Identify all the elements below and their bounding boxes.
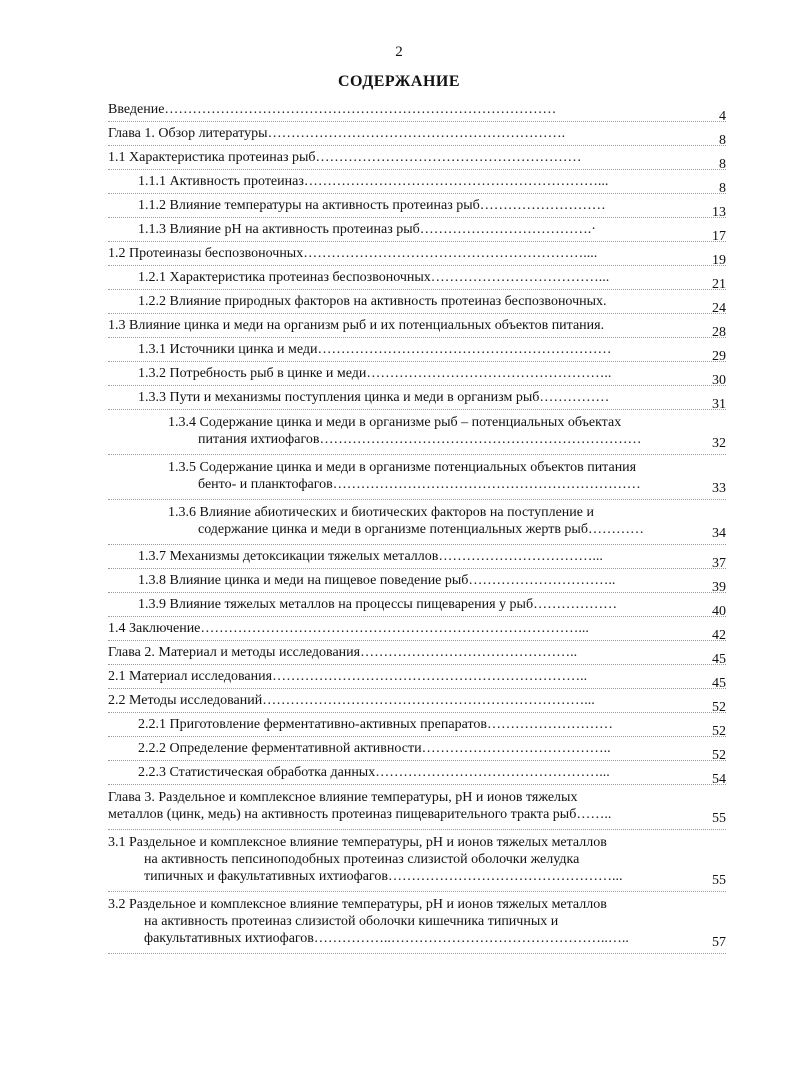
toc-entry-text: 2.2.3 Статистическая обработка данных…………………………………………... [138,765,610,780]
toc-entry-text [108,892,690,953]
toc-entry[interactable] [108,290,726,314]
toc-entry-page: 55 [712,873,726,888]
toc-entry-text: 1.2.1 Характеристика протеиназ беспозвоночных………………………………... [138,270,610,285]
toc-entry-page: 52 [712,724,726,739]
toc-entry[interactable] [108,500,726,545]
toc-entry-line: питания ихтиофагов…………………………………………………………… [198,432,642,447]
toc-entry-text: Введение………………………………………………………………………… [108,102,557,117]
toc-entry[interactable] [108,593,726,617]
toc-entry-text: 1.3 Влияние цинка и меди на организм рыб и их потенциальных объектов питания. [108,318,605,333]
toc-entry-text [168,410,716,454]
toc-entry-line: 3.2 Раздельное и комплексное влияние температуры, pH и ионов тяжелых металлов [108,897,607,912]
table-of-contents [108,98,726,954]
toc-entry-line: 3.1 Раздельное и комплексное влияние температуры, pH и ионов тяжелых металлов [108,835,607,850]
toc-entry[interactable] [108,266,726,290]
toc-entry[interactable] [108,455,726,500]
toc-entry[interactable] [108,785,726,830]
toc-entry-page: 55 [712,811,726,826]
toc-entry[interactable] [108,689,726,713]
toc-entry[interactable] [108,665,726,689]
toc-entry-line: 1.3.5 Содержание цинка и меди в организме потенциальных объектов питания [168,460,637,475]
toc-entry[interactable] [108,713,726,737]
toc-entry-text: 1.1.1 Активность протеиназ………………………………………………………... [138,174,609,189]
toc-entry-text: 1.1.2 Влияние температуры на активность протеиназ рыб……………………… [138,198,606,213]
toc-entry-text: 2.2.1 Приготовление ферментативно-активных препаратов……………………… [138,717,613,732]
toc-entry-text [168,455,716,499]
toc-entry-page: 8 [719,133,726,148]
page-number: 2 [395,44,403,60]
toc-entry[interactable] [108,146,726,170]
toc-entry-page: 39 [712,580,726,595]
toc-entry-page: 17 [712,229,726,244]
toc-entry-text: 1.2 Протеиназы беспозвоночных…………………………………………………….... [108,246,598,261]
toc-entry-text: Глава 1. Обзор литературы………………………………………………………. [108,126,566,141]
toc-entry-text: 2.2 Методы исследований……………………………………………………………... [108,693,595,708]
toc-entry[interactable] [108,170,726,194]
toc-entry-line: 1.3.6 Влияние абиотических и биотических факторов на поступление и [168,505,594,520]
toc-entry-page: 37 [712,556,726,571]
toc-entry-page: 42 [712,628,726,643]
toc-entry[interactable] [108,569,726,593]
toc-entry-text: 1.1.3 Влияние pH на активность протеиназ рыб……………………………….· [138,222,596,237]
toc-entry[interactable] [108,737,726,761]
toc-entry-page: 45 [712,652,726,667]
toc-entry-line: 1.3.4 Содержание цинка и меди в организме рыб – потенциальных объектах [168,415,622,430]
toc-entry-line: на активность пепсиноподобных протеиназ слизистой оболочки желудка [144,852,580,867]
toc-entry-text: 2.1 Материал исследования………………………………………………………….. [108,669,588,684]
toc-entry[interactable] [108,892,726,954]
toc-entry-line: на активность протеиназ слизистой оболочки кишечника типичных и [144,914,559,929]
toc-entry[interactable] [108,617,726,641]
toc-entry-page: 45 [712,676,726,691]
toc-entry-page: 31 [712,397,726,412]
toc-entry-page: 4 [719,109,726,124]
toc-entry[interactable] [108,338,726,362]
toc-entry-line: факультативных ихтиофагов……………..………………………………………..….. [144,931,629,946]
toc-entry-page: 33 [712,481,726,496]
toc-entry-page: 8 [719,181,726,196]
toc-entry[interactable] [108,410,726,455]
toc-entry-text: 1.3.1 Источники цинка и меди……………………………………………………… [138,342,612,357]
toc-entry-text: Глава 2. Материал и методы исследования……………………………………….. [108,645,578,660]
toc-entry-page: 28 [712,325,726,340]
toc-entry[interactable] [108,761,726,785]
toc-entry[interactable] [108,314,726,338]
toc-entry[interactable] [108,362,726,386]
toc-entry-page: 52 [712,700,726,715]
toc-entry-text: 1.4 Заключение………………………………………………………………………... [108,621,589,636]
toc-entry-page: 13 [712,205,726,220]
toc-entry-page: 8 [719,157,726,172]
toc-entry[interactable] [108,122,726,146]
toc-entry[interactable] [108,386,726,410]
toc-entry[interactable] [108,194,726,218]
toc-entry-text: 2.2.2 Определение ферментативной активности………………………………….. [138,741,611,756]
page-title: СОДЕРЖАНИЕ [337,73,461,90]
toc-entry-text: 1.3.9 Влияние тяжелых металлов на процессы пищеварения у рыб……………… [138,597,618,612]
toc-entry[interactable] [108,218,726,242]
toc-entry-page: 19 [712,253,726,268]
toc-entry-line: типичных и факультативных ихтиофагов…………………………………………... [144,869,623,884]
toc-entry-page: 52 [712,748,726,763]
toc-entry[interactable] [108,830,726,892]
toc-entry-page: 29 [712,349,726,364]
toc-entry-line: металлов (цинк, медь) на активность протеиназ пищеварительного тракта рыб…….. [108,807,612,822]
toc-entry-text: 1.1 Характеристика протеиназ рыб………………………………………………… [108,150,582,165]
toc-entry-line: содержание цинка и меди в организме потенциальных жертв рыб………… [198,522,644,537]
toc-entry-page: 34 [712,526,726,541]
toc-entry-text [168,500,716,544]
toc-entry-text: 1.3.7 Механизмы детоксикации тяжелых металлов……………………………... [138,549,603,564]
toc-entry-page: 57 [712,935,726,950]
toc-entry-line: Глава 3. Раздельное и комплексное влияние температуры, pH и ионов тяжелых [108,790,578,805]
toc-entry-text: 1.3.3 Пути и механизмы поступления цинка и меди в организм рыб…………… [138,390,610,405]
toc-entry-text: 1.3.2 Потребность рыб в цинке и меди…………………………………………….. [138,366,612,381]
toc-entry[interactable] [108,98,726,122]
toc-entry-text [108,830,690,891]
toc-entry-page: 32 [712,436,726,451]
toc-entry-line: бенто- и планктофагов………………………………………………………… [198,477,641,492]
toc-entry-page: 40 [712,604,726,619]
toc-entry-text: 1.2.2 Влияние природных факторов на активность протеиназ беспозвоночных. [138,294,607,309]
toc-entry[interactable] [108,545,726,569]
toc-entry-text [108,785,690,829]
toc-entry[interactable] [108,242,726,266]
toc-entry-page: 54 [712,772,726,787]
toc-entry-page: 24 [712,301,726,316]
toc-entry-page: 30 [712,373,726,388]
toc-entry-page: 21 [712,277,726,292]
toc-entry[interactable] [108,641,726,665]
toc-entry-text: 1.3.8 Влияние цинка и меди на пищевое поведение рыб………………………….. [138,573,616,588]
